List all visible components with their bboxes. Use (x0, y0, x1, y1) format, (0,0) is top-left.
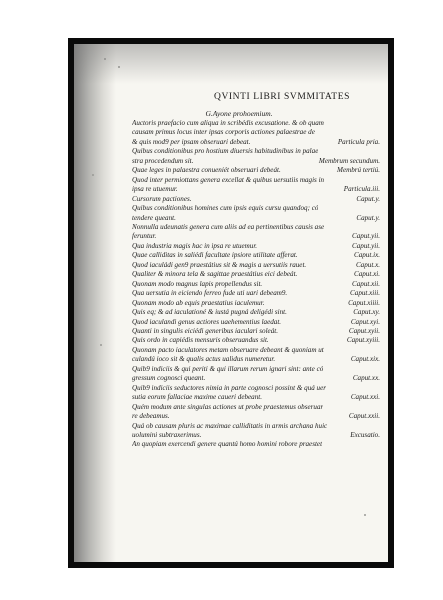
contents-entry (132, 374, 380, 383)
contents-entry (132, 119, 380, 128)
entry-text: An quopiam exercendi genere quantú homo homini robore praestet (132, 440, 323, 449)
entry-text: Qua uersutia in eiciendo ferreo fude uti uari debeam9. (132, 289, 288, 298)
page-heading: QVINTI LIBRI SVMMITATES (213, 92, 350, 102)
entry-reference: Particula pria. (337, 137, 380, 146)
entry-reference: Membrú tertiú. (337, 166, 380, 175)
entry-text: re debeamus. (132, 412, 170, 421)
scan-speck (92, 174, 94, 176)
entry-reference: Caput.xiii. (350, 289, 380, 298)
contents-entry (132, 204, 380, 213)
entry-reference: Caput.xx. (352, 374, 380, 383)
contents-entry (132, 232, 380, 241)
contents-entry (132, 346, 380, 355)
contents-entry (132, 223, 380, 232)
entry-text: sutia eorum fallaciae maxime caueri debeant. (132, 393, 263, 402)
entry-text: Auctoris praefacio cum aliqua in scribédis excusatione. & ob quam (132, 119, 324, 127)
contents-entry (132, 393, 380, 402)
entry-reference: Caput.xi. (353, 270, 380, 279)
entry-text: Quae calliditas in saliédi facultate ipsiore utilitate afferat. (132, 251, 298, 260)
contents-entry (132, 440, 380, 449)
entry-text: Nonnulla udeunatis genera cum aliis ad ea pertinentibus causis ase (132, 222, 325, 231)
scan-speck (104, 58, 106, 60)
contents-entry (132, 185, 380, 194)
entry-text: Quis eq; & ad iaculationé & iustá pugná deligédi sint. (132, 308, 287, 317)
entry-text: Qualiter & minora tela & sagittae praestátius eici debeát. (132, 270, 298, 279)
contents-entry (132, 412, 380, 421)
entry-reference: Caput.xii. (352, 279, 380, 288)
entry-reference: Particula.iii. (343, 185, 380, 194)
entry-text: stra procedendum sit. (132, 156, 194, 165)
entry-text: Quanti in singulis eiciédi generibus iaculari soleát. (132, 326, 279, 335)
contents-entry (132, 195, 380, 204)
entry-reference: Excusatio. (350, 430, 380, 439)
entry-text: Quonam pacto iaculatores metam obseruare debeant & quoniam ut (132, 345, 324, 354)
entry-text: Quod iaculandi genus actiores uaehementius laedat. (132, 317, 282, 326)
entry-reference: Caput.xyiii. (346, 336, 380, 345)
entry-reference: Caput.xiiii. (348, 298, 380, 307)
entry-text: Quibus conditionibus homines cum ipsis equis cursu quandoq; có (132, 204, 319, 213)
contents-entry (132, 431, 380, 440)
contents-entry (132, 365, 380, 374)
scan-speck (100, 344, 102, 346)
entry-text: Cursorum pactiones. (132, 194, 192, 203)
entry-text: Quod inter permiottans genera excellat & quibus uersutiis magis in (132, 175, 325, 184)
entry-reference: Caput.y. (356, 213, 380, 222)
contents-entry (132, 289, 380, 298)
entry-text: ipsa re utuemur. (132, 185, 178, 194)
contents-entry (132, 176, 380, 185)
contents-entry (132, 138, 380, 147)
entry-text: Quonam modo magnus lapis propellendus sit. (132, 279, 263, 288)
scan-speck (118, 66, 120, 68)
page-subheading: G.Ayone prohoemium. (205, 109, 273, 118)
entry-reference: Caput.ix. (353, 251, 380, 260)
contents-entry (132, 280, 380, 289)
entry-text: uolumini subtraxerimus. (132, 430, 202, 439)
entry-text: Quae leges in palaestra conueniét obseruari debeát. (132, 166, 281, 175)
entry-text: Quod iaculádi gen9 praestátius sit & magis a uersutiis rauet. (132, 260, 307, 269)
contents-entry (132, 242, 380, 251)
entry-reference: Caput.xyi. (350, 317, 380, 326)
contents-entry (132, 261, 380, 270)
entry-text: causam primus locus inter ipsas corporis actiones palaestrae de (132, 128, 315, 137)
entry-text: Quém modum ante singulas actiones ut probe praestemus obseruar (132, 402, 324, 411)
contents-entry (132, 355, 380, 364)
entry-text: Quibus conditionibus pro hostium diuersis habitudinibus in palae (132, 147, 319, 156)
entry-reference: Caput.xix. (350, 355, 380, 364)
entry-reference: Caput.xxi. (350, 393, 380, 402)
contents-entry (132, 308, 380, 317)
entry-reference: Caput.y. (356, 194, 380, 203)
entry-reference: Caput.yii. (352, 232, 380, 241)
contents-entry (132, 299, 380, 308)
entry-reference: Caput.yii. (352, 241, 380, 250)
scan-speck (364, 514, 366, 516)
entry-text: Quonam modo ab equis praestatius iaculemur. (132, 298, 265, 307)
contents-list (132, 119, 380, 450)
entry-text: feruntur. (132, 232, 157, 241)
entry-text: Qua industria magis hac in ipsa re utuemur. (132, 241, 258, 250)
entry-text: culandú ioco sit & qualis actus ualidus numeretur. (132, 355, 276, 364)
entry-reference: Caput.x. (355, 260, 380, 269)
contents-entry (132, 166, 380, 175)
entry-text: gressum cognosci queant. (132, 374, 206, 383)
entry-reference: Caput.xxii. (348, 412, 380, 421)
contents-entry (132, 403, 380, 412)
entry-reference: Caput.xyii. (348, 326, 380, 335)
entry-text: tendere queant. (132, 213, 176, 222)
contents-entry (132, 270, 380, 279)
contents-entry (132, 327, 380, 336)
contents-entry (132, 422, 380, 431)
contents-entry (132, 251, 380, 260)
contents-entry (132, 214, 380, 223)
contents-entry (132, 336, 380, 345)
contents-entry (132, 157, 380, 166)
contents-entry (132, 384, 380, 393)
contents-entry (132, 318, 380, 327)
entry-text: Quá ob causam pluris ac maximae calliditatis in armis archana huic (132, 421, 328, 430)
contents-entry (132, 128, 380, 137)
entry-text: Quib9 indiciis & qui periti & qui illarum rerum ignari sint: ante có (132, 364, 324, 373)
entry-text: Quib9 indiciis seductores nimia in parte cognosci possint & quá uer (132, 383, 327, 392)
entry-reference: Membrum secundum. (318, 156, 380, 165)
scanned-page (74, 44, 388, 562)
contents-entry (132, 147, 380, 156)
entry-reference: Caput.xy. (353, 308, 380, 317)
entry-text: Quis ordo in capiédis mensuris obseruandus sit. (132, 336, 269, 345)
entry-text: & quis mod9 per ipsam obseruari debeat. (132, 137, 251, 146)
